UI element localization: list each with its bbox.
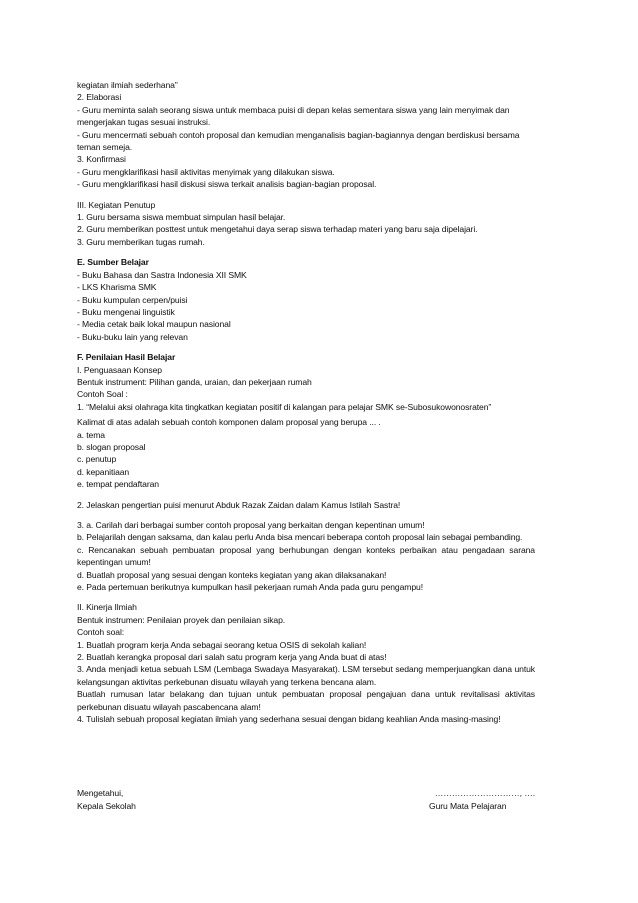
text-line: - Guru mengklarifikasi hasil diskusi siswa terkait analisis bagian-bagian proposal.	[77, 179, 377, 190]
text-line: teman semeja.	[77, 142, 133, 153]
option-item: a. tema	[77, 429, 105, 440]
signature-block	[77, 787, 535, 813]
signature-right-title: Guru Mata Pelajaran	[429, 801, 507, 811]
option-item: c. penutup	[77, 454, 117, 465]
question-3c: c. Rencanakan sebuah pembuatan proposal yang berhubungan dengan konteks perbaikan atau pengadaan sarana kepentingan umum!	[77, 544, 535, 568]
question-3e: e. Pada pertemuan berikutnya kumpulkan hasil pekerjaan rumah Anda pada guru pengampu!	[77, 582, 423, 593]
task-1: 1. Buatlah program kerja Anda sebagai seorang ketua OSIS di sekolah kalian!	[77, 639, 367, 650]
list-item: - Buku mengenai linguistik	[77, 306, 175, 317]
lesson-plan-body	[77, 79, 535, 726]
text-line: Bentuk instrument: Pilihan ganda, uraian, dan pekerjaan rumah	[77, 376, 312, 387]
section-heading-sumber-belajar: E. Sumber Belajar	[77, 257, 149, 268]
question-3d: d. Buatlah proposal yang sesuai dengan konteks kegiatan yang akan dilaksanakan!	[77, 569, 387, 580]
text-line: Contoh soal:	[77, 627, 125, 638]
text-line: - Guru mengklarifikasi hasil aktivitas menyimak yang dilakukan siswa.	[77, 166, 335, 177]
list-item: - Buku kumpulan cerpen/puisi	[77, 294, 188, 305]
task-3: 3. Anda menjadi ketua sebuah LSM (Lembaga Swadaya Masyarakat). LSM tersebut sedang memperjuangkan dana untuk kelangsungan aktivitas perkebunan disuatu wilayah yang terkena bencana alam.	[77, 664, 535, 687]
text-line: kegiatan ilmiah sederhana”	[77, 80, 178, 90]
option-item: d. kepanitiaan	[77, 466, 130, 477]
section-heading-konfirmasi: 3. Konfirmasi	[77, 154, 126, 165]
section-heading-elaborasi: 2. Elaborasi	[77, 92, 122, 103]
list-item: - Buku Bahasa dan Sastra Indonesia XII SMK	[77, 269, 247, 280]
text-line: - Guru meminta salah seorang siswa untuk membaca puisi di depan kelas sementara siswa yang lain menyimak dan	[77, 104, 510, 115]
list-item: 3. Guru memberikan tugas rumah.	[77, 236, 205, 247]
subsection-heading: I. Penguasaan Konsep	[77, 364, 162, 375]
text-line: - Guru mencermati sebuah contoh proposal dan kemudian menganalisis bagian-bagiannya dengan berdiskusi bersama	[77, 129, 520, 140]
question-3b: b. Pelajarilah dengan saksama, dan kalau perlu Anda bisa mencari beberapa contoh proposal lain sebagai pembanding.	[77, 532, 523, 543]
question-3a: 3. a. Carilah dari berbagai sumber contoh proposal yang berkaitan dengan kepentinan umum!	[77, 520, 425, 530]
option-item: e. tempat pendaftaran	[77, 479, 159, 490]
signature-left-label: Mengetahui,	[77, 788, 124, 798]
task-3-instruction: Buatlah rumusan latar belakang dan tujuan untuk pembuatan proposal pengajuan dana untuk revitalisasi aktivitas perkebunan disuatu wilayah pascabencana alam!	[77, 689, 535, 712]
section-heading-penutup: III. Kegiatan Penutup	[77, 199, 156, 210]
list-item: 1. Guru bersama siswa membuat simpulan hasil belajar.	[77, 212, 286, 223]
text-line: Bentuk instrumen: Penilaian proyek dan penilaian sikap.	[77, 614, 286, 625]
list-item: 2. Guru memberikan posttest untuk mengetahui daya serap siswa terhadap materi yang baru saja dipelajari.	[77, 224, 478, 235]
subsection-heading: II. Kinerja Ilmiah	[77, 602, 137, 613]
question-1-stem: Kalimat di atas adalah sebuah contoh komponen dalam proposal yang berupa ... .	[77, 417, 381, 428]
question-2: 2. Jelaskan pengertian puisi menurut Abduk Razak Zaidan dalam Kamus Istilah Sastra!	[77, 499, 401, 510]
signature-left-title: Kepala Sekolah	[77, 801, 136, 811]
list-item: - LKS Kharisma SMK	[77, 282, 157, 293]
list-item: - Media cetak baik lokal maupun nasional	[77, 319, 231, 330]
text-line: mengerjakan tugas sesuai instruksi.	[77, 117, 211, 128]
section-heading-penilaian: F. Penilaian Hasil Belajar	[77, 352, 176, 363]
text-line: Contoh Soal :	[77, 389, 128, 400]
list-item: - Buku-buku lain yang relevan	[77, 331, 188, 342]
signature-date-placeholder: …………………………, ….	[434, 788, 535, 798]
task-4: 4. Tulislah sebuah proposal kegiatan ilmiah yang sederhana sesuai dengan bidang keahlian Anda masing-masing!	[77, 714, 501, 725]
task-2: 2. Buatlah kerangka proposal dari salah satu program kerja yang Anda buat di atas!	[77, 652, 387, 663]
option-item: b. slogan proposal	[77, 441, 146, 452]
question-1: 1. “Melalui aksi olahraga kita tingkatkan kegiatan positif di kalangan para pelajar SMK se-Subosukowonosraten”	[77, 401, 492, 412]
